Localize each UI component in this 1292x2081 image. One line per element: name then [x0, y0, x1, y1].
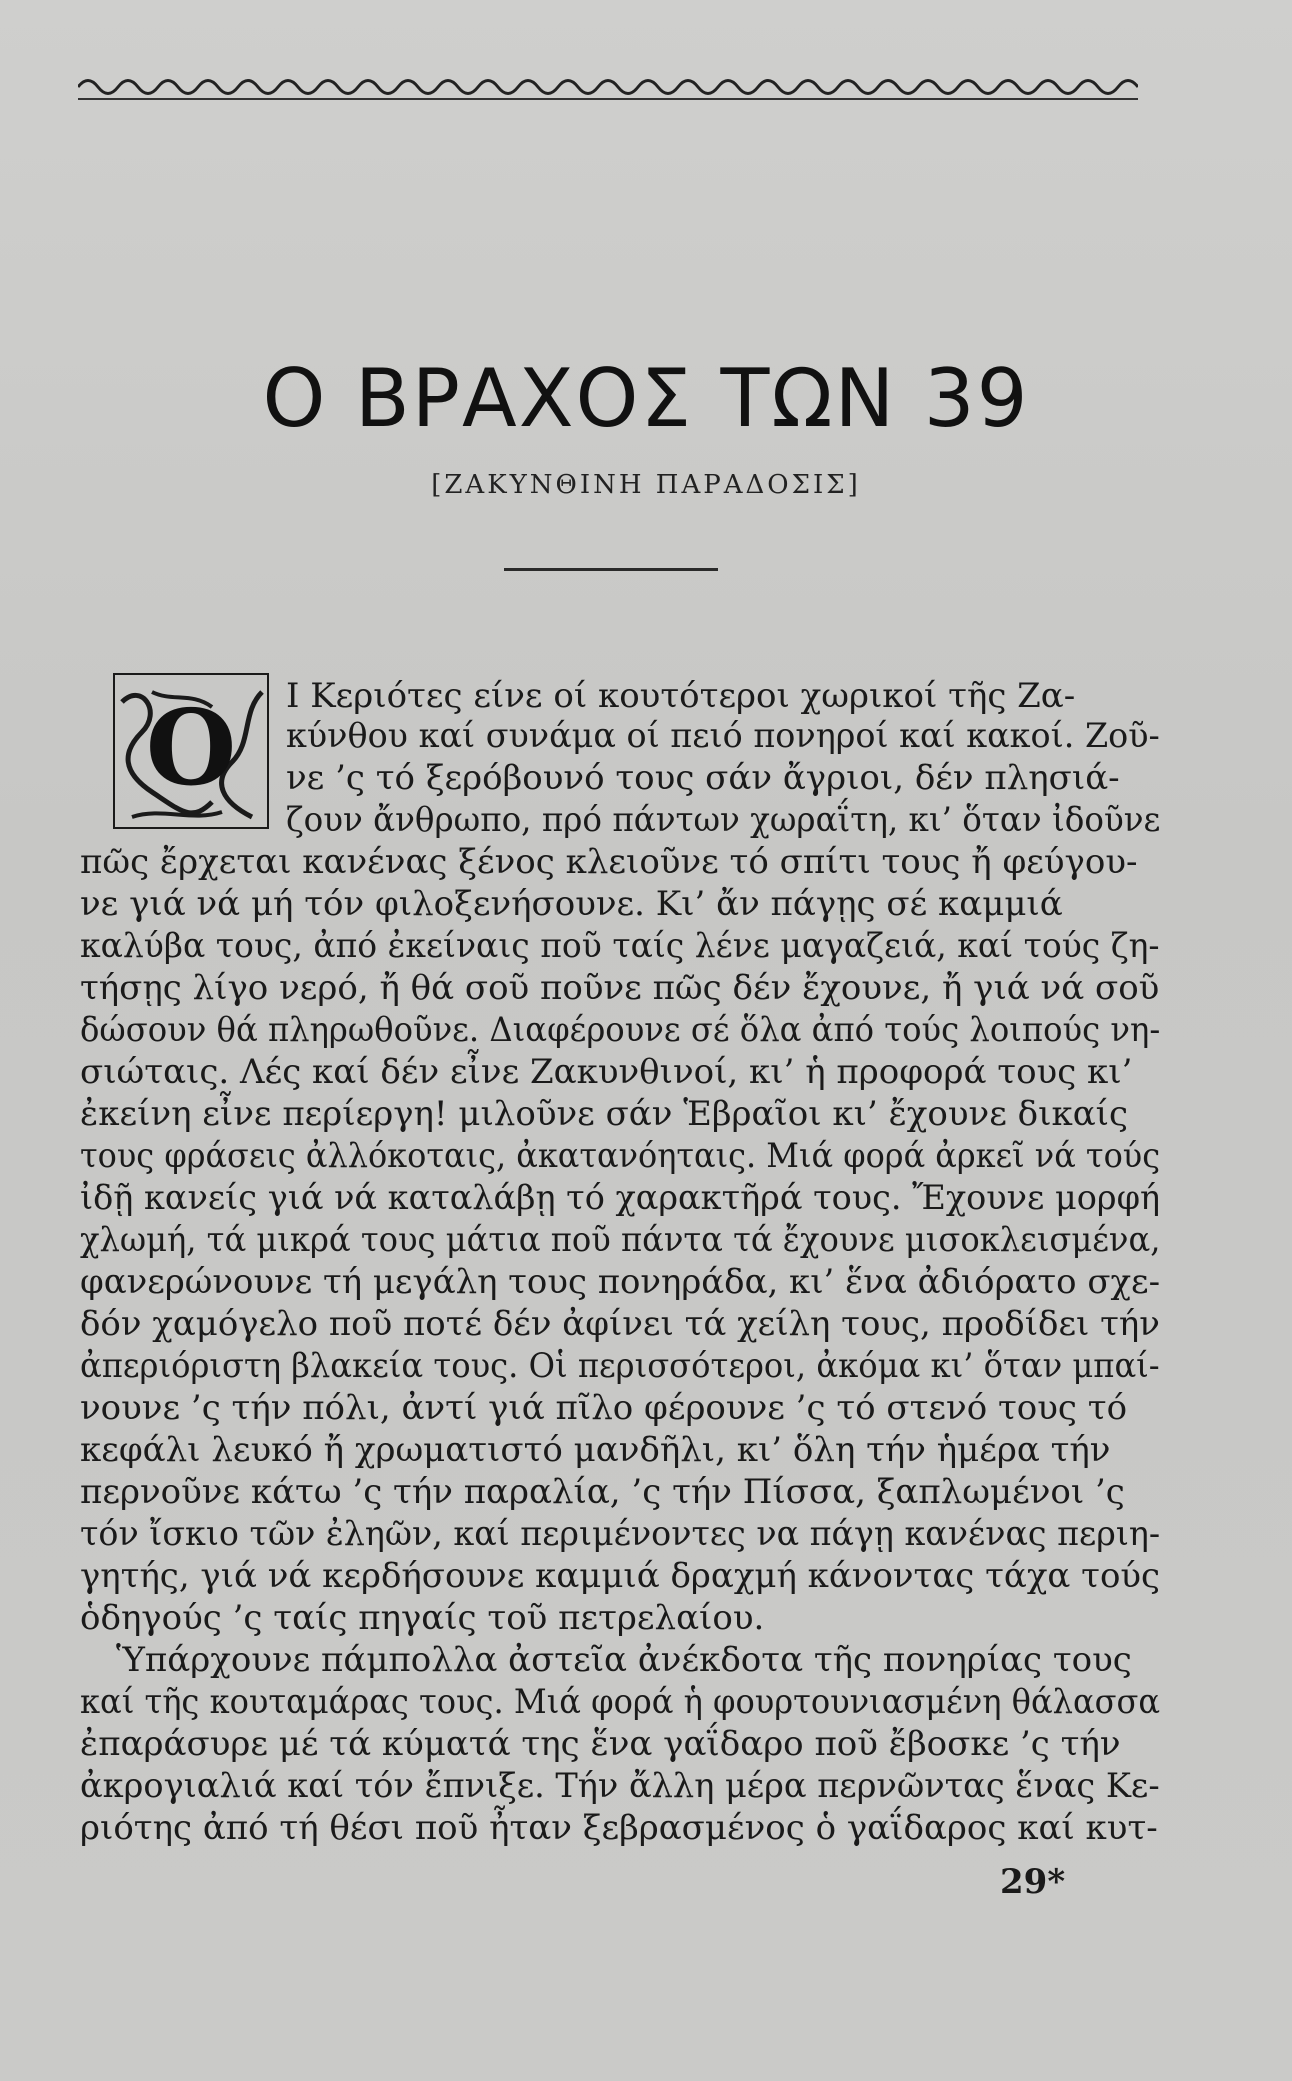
text-line: κεφάλι λευκό ἤ χρωματιστό μανδῆλι, κι’ ὅλη τήν ἡμέρα τήν [80, 1430, 1111, 1470]
text-line: Ὑπάρχουνε πάμπολλα ἀστεῖα ἀνέκδοτα τῆς πονηρίας τους [116, 1640, 1132, 1680]
text-line: καλύβα τους, ἀπό ἐκείναις ποῦ ταίς λένε μαγαζειά, καί τούς ζη- [80, 926, 1160, 966]
decorative-dropcap-icon [112, 672, 270, 830]
text-line: ζουν ἄνθρωπο, πρό πάντων χωραΐτη, κι’ ὅταν ἰδοῦνε [286, 800, 1161, 840]
text-line: νε γιά νά μή τόν φιλοξενήσουνε. Κι’ ἄν πάγῃς σέ καμμιά [80, 884, 1063, 924]
text-line: φανερώνουνε τή μεγάλη τους πονηράδα, κι’ ἕνα ἀδιόρατο σχε- [80, 1262, 1161, 1302]
text-line: δόν χαμόγελο ποῦ ποτέ δέν ἀφίνει τά χείλη τους, προδίδει τήν [80, 1304, 1160, 1344]
subtitle: [ΖΑΚΥΝΘΙΝΗ ΠΑΡΑΔΟΣΙΣ] [431, 470, 861, 500]
text-line: καί τῆς κουταμάρας τους. Μιά φορά ἡ φουρτουνιασμένη θάλασσα [80, 1682, 1161, 1722]
text-line: ἐκείνη εἶνε περίεργη! μιλοῦνε σάν Ἑβραῖοι κι’ ἔχουνε δικαίς [80, 1094, 1129, 1134]
text-line: χλωμή, τά μικρά τους μάτια ποῦ πάντα τά ἔχουνε μισοκλεισμένα, [80, 1220, 1161, 1260]
dropcap-letter: Ο [145, 686, 237, 809]
text-line: κύνθου καί συνάμα οί πειό πονηροί καί κακοί. Ζοῦ- [286, 716, 1160, 756]
text-line: ἀκρογιαλιά καί τόν ἔπνιξε. Τήν ἄλλη μέρα περνῶντας ἕνας Κε- [80, 1766, 1160, 1806]
text-line: ἀπεριόριστη βλακεία τους. Οἱ περισσότεροι, ἀκόμα κι’ ὅταν μπαί- [80, 1346, 1160, 1386]
text-line: περνοῦνε κάτω ’ς τήν παραλία, ’ς τήν Πίσσα, ξαπλωμένοι ’ς [80, 1472, 1125, 1512]
text-line: νουνε ’ς τήν πόλι, ἀντί γιά πῖλο φέρουνε ’ς τό στενό τους τό [80, 1388, 1128, 1428]
page-title: Ο ΒΡΑΧΟΣ ΤΩΝ 39 [262, 352, 1030, 445]
text-line: τήσῃς λίγο νερό, ἤ θά σοῦ ποῦνε πῶς δέν ἔχουνε, ἤ γιά νά σοῦ [80, 968, 1160, 1008]
text-line: νε ’ς τό ξερόβουνό τους σάν ἄγριοι, δέν πλησιά- [286, 758, 1120, 798]
text-line: πῶς ἔρχεται κανένας ξένος κλειοῦνε τό σπίτι τους ἤ φεύγου- [80, 842, 1138, 882]
text-line: τόν ἴσκιο τῶν ἐληῶν, καί περιμένοντες να πάγῃ κανένας περιη- [80, 1514, 1161, 1554]
text-line: ριότης ἀπό τή θέσι ποῦ ἦταν ξεβρασμένος ὁ γαΐδαρος καί κυτ- [80, 1808, 1158, 1848]
text-line: ἰδῇ κανείς γιά νά καταλάβῃ τό χαρακτῆρά τους. Ἔχουνε μορφή [80, 1178, 1161, 1218]
text-line: τους φράσεις ἀλλόκοταις, ἀκατανόηταις. Μιά φορά ἀρκεῖ νά τούς [80, 1136, 1161, 1176]
page-number: 29* [1000, 1862, 1066, 1902]
text-line: ἐπαράσυρε μέ τά κύματά της ἕνα γαΐδαρο ποῦ ἔβοσκε ’ς τήν [80, 1724, 1121, 1764]
ornamental-border-icon [78, 72, 1138, 102]
text-line: σιώταις. Λές καί δέν εἶνε Ζακυνθινοί, κι’ ἡ προφορά τους κι’ [80, 1052, 1133, 1092]
divider [504, 568, 718, 571]
text-line: ὁδηγούς ’ς ταίς πηγαίς τοῦ πετρελαίου. [80, 1598, 765, 1638]
text-line: Ι Κεριότες είνε οί κουτότεροι χωρικοί τῆς Ζα- [286, 676, 1076, 716]
text-line: γητής, γιά νά κερδήσουνε καμμιά δραχμή κάνοντας τάχα τούς [80, 1556, 1161, 1596]
text-line: δώσουν θά πληρωθοῦνε. Διαφέρουνε σέ ὅλα ἀπό τούς λοιπούς νη- [80, 1010, 1161, 1050]
